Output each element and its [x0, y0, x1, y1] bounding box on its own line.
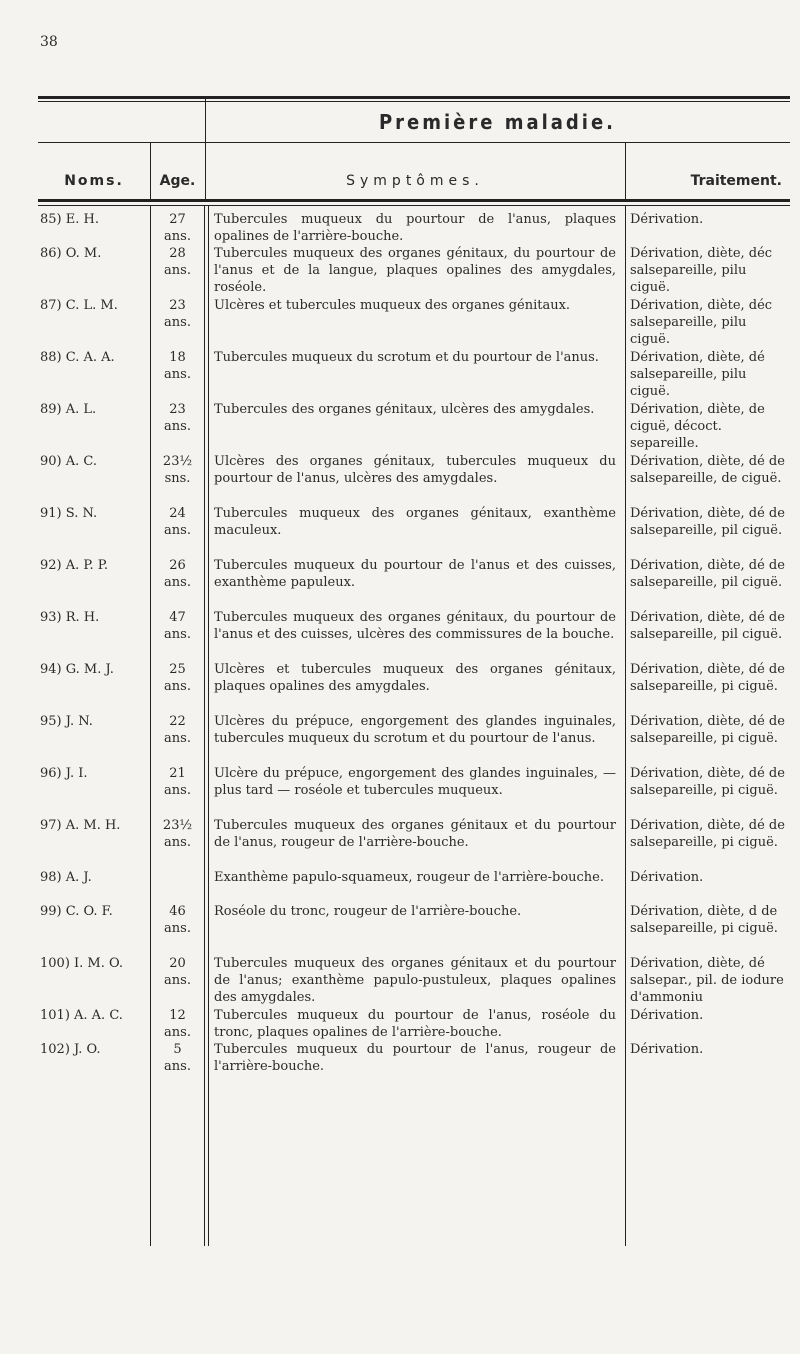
- treatment-cell: Dérivation, diète, déc salsepareille, pilu ciguë.: [630, 246, 773, 295]
- symptoms-cell: Tubercules muqueux du pourtour de l'anus, roséole du tronc, plaques opalines de l'arrière-bouche.: [214, 1008, 616, 1040]
- symptoms-cell: Tubercules muqueux du scrotum et du pourtour de l'anus.: [214, 350, 599, 365]
- symptoms-cell: Tubercules muqueux des organes génitaux, exanthème maculeux.: [214, 506, 616, 538]
- patient-age: [150, 297, 205, 331]
- age-unit: ans.: [164, 419, 191, 434]
- patient-name: 92) A. P. P.: [40, 558, 109, 573]
- age-unit: ans.: [164, 1025, 191, 1040]
- treatment-cell: Dérivation, diète, d de salsepareille, pi ciguë.: [630, 904, 778, 936]
- symptoms-cell: Ulcères et tubercules muqueux des organes génitaux.: [214, 298, 571, 313]
- age-unit: ans.: [164, 921, 191, 936]
- age-unit: ans.: [164, 315, 191, 330]
- header-noms: Noms.: [64, 173, 124, 189]
- treatment-cell: Dérivation.: [630, 1008, 704, 1023]
- patient-name: 90) A. C.: [40, 454, 98, 469]
- title-rule: [38, 142, 790, 143]
- patient-age: [150, 661, 205, 695]
- age-value: 23½: [162, 454, 193, 469]
- age-value: 47: [169, 610, 186, 625]
- treatment-cell: Dérivation, diète, dé salsepar., pil. de iodure d'ammoniu: [630, 956, 784, 1005]
- symptoms-cell: Ulcères des organes génitaux, tubercules muqueux du pourtour de l'anus, ulcères des amygdales.: [214, 454, 616, 486]
- symptoms-cell: Exanthème papulo-squameux, rougeur de l'arrière-bouche.: [214, 870, 604, 885]
- patient-name: 86) O. M.: [40, 246, 102, 261]
- divider-symptomes-traitement: [625, 206, 626, 1246]
- patient-name: 93) R. H.: [40, 610, 100, 625]
- patient-age: [150, 557, 205, 591]
- treatment-cell: Dérivation, diète, dé de salsepareille, pi ciguë.: [630, 818, 785, 850]
- age-unit: ans.: [164, 1059, 191, 1074]
- symptoms-cell: Tubercules des organes génitaux, ulcères des amygdales.: [214, 402, 595, 417]
- header-age: Age.: [159, 173, 196, 189]
- patient-age: [150, 817, 205, 851]
- treatment-cell: Dérivation, diète, dé de salsepareille, pil ciguë.: [630, 558, 785, 590]
- age-unit: ans.: [164, 367, 191, 382]
- age-value: 5: [173, 1042, 182, 1057]
- symptoms-cell: Tubercules muqueux du pourtour de l'anus, rougeur de l'arrière-bouche.: [214, 1042, 616, 1074]
- age-unit: ans.: [164, 835, 191, 850]
- symptoms-cell: Tubercules muqueux des organes génitaux, du pourtour de l'anus et de la langue, plaques opalines des amygdales, roséole.: [214, 246, 616, 295]
- age-unit: ans.: [164, 229, 191, 244]
- patient-age: [150, 955, 205, 989]
- symptoms-cell: Ulcères et tubercules muqueux des organes génitaux, plaques opalines des amygdales.: [214, 662, 616, 694]
- age-value: 20: [169, 956, 186, 971]
- symptoms-cell: Tubercules muqueux du pourtour de l'anus, plaques opalines de l'arrière-bouche.: [214, 212, 616, 244]
- patient-age: [150, 211, 205, 245]
- patient-name: 96) J. I.: [40, 766, 88, 781]
- age-unit: ans.: [164, 679, 191, 694]
- symptoms-cell: Tubercules muqueux des organes génitaux et du pourtour de l'anus, rougeur de l'arrière-bouche.: [214, 818, 616, 850]
- patient-name: 88) C. A. A.: [40, 350, 115, 365]
- age-unit: ans.: [164, 973, 191, 988]
- patient-name: 85) E. H.: [40, 212, 99, 227]
- patient-name: 87) C. L. M.: [40, 298, 118, 313]
- patient-age: [150, 453, 205, 487]
- patient-age: [150, 609, 205, 643]
- symptoms-cell: Tubercules muqueux des organes génitaux et du pourtour de l'anus; exanthème papulo-pustuleux, plaques opalines des amygdales.: [214, 956, 616, 1005]
- patient-name: 101) A. A. C.: [40, 1008, 123, 1023]
- divider-noms-age-header: [150, 142, 151, 199]
- age-value: 23: [169, 402, 186, 417]
- age-unit: ans.: [164, 627, 191, 642]
- age-unit: sns.: [164, 471, 191, 486]
- patient-age: [150, 713, 205, 747]
- treatment-cell: Dérivation, diète, dé de salsepareille, pi ciguë.: [630, 662, 785, 694]
- patient-age: [150, 765, 205, 799]
- patient-name: 89) A. L.: [40, 402, 97, 417]
- symptoms-cell: Ulcère du prépuce, engorgement des glandes inguinales, —plus tard — roséole et tubercules muqueux.: [214, 766, 616, 798]
- age-value: 26: [169, 558, 186, 573]
- age-value: 46: [169, 904, 186, 919]
- patient-age: [150, 1041, 205, 1075]
- age-unit: ans.: [164, 783, 191, 798]
- age-value: 22: [169, 714, 186, 729]
- age-value: 23½: [162, 818, 193, 833]
- patient-name: 94) G. M. J.: [40, 662, 114, 677]
- symptoms-cell: Ulcères du prépuce, engorgement des glandes inguinales, tubercules muqueux du scrotum et du pourtour de l'anus.: [214, 714, 616, 746]
- age-unit: ans.: [164, 731, 191, 746]
- treatment-cell: Dérivation, diète, dé de salsepareille, pil ciguë.: [630, 506, 785, 538]
- patient-age: [150, 349, 205, 383]
- age-value: 21: [169, 766, 186, 781]
- header-symptomes: Symptômes.: [346, 173, 484, 189]
- treatment-cell: Dérivation, diète, dé de salsepareille, de ciguë.: [630, 454, 785, 486]
- top-rule-thick: [38, 96, 790, 99]
- age-unit: ans.: [164, 263, 191, 278]
- treatment-cell: Dérivation, diète, dé de salsepareille, pi ciguë.: [630, 766, 785, 798]
- age-value: 12: [169, 1008, 186, 1023]
- patient-name: 95) J. N.: [40, 714, 93, 729]
- patient-age: [150, 245, 205, 279]
- patient-name: 99) C. O. F.: [40, 904, 113, 919]
- treatment-cell: Dérivation, diète, dé salsepareille, pilu ciguë.: [630, 350, 765, 399]
- page-number: 38: [40, 34, 58, 50]
- patient-age: [150, 505, 205, 539]
- table-title: Première maladie.: [378, 110, 616, 134]
- treatment-cell: Dérivation.: [630, 1042, 704, 1057]
- patient-name: 98) A. J.: [40, 870, 92, 885]
- treatment-cell: Dérivation, diète, de ciguë, décoct. separeille.: [630, 402, 765, 451]
- symptoms-cell: Roséole du tronc, rougeur de l'arrière-bouche.: [214, 904, 522, 919]
- patient-age: [150, 401, 205, 435]
- patient-age: [150, 903, 205, 937]
- age-unit: ans.: [164, 575, 191, 590]
- age-unit: ans.: [164, 523, 191, 538]
- age-value: 18: [169, 350, 186, 365]
- header-rule-thick: [38, 199, 790, 202]
- treatment-cell: Dérivation, diète, dé de salsepareille, pi ciguë.: [630, 714, 785, 746]
- age-value: 23: [169, 298, 186, 313]
- age-value: 25: [169, 662, 186, 677]
- symptoms-cell: Tubercules muqueux du pourtour de l'anus et des cuisses, exanthème papuleux.: [214, 558, 616, 590]
- patient-age: [150, 1007, 205, 1041]
- divider-symptomes-traitement-header: [625, 142, 626, 199]
- age-value: 27: [169, 212, 186, 227]
- top-rule-thin: [38, 101, 790, 102]
- age-value: 28: [169, 246, 186, 261]
- treatment-cell: Dérivation, diète, dé de salsepareille, pil ciguë.: [630, 610, 785, 642]
- patient-name: 97) A. M. H.: [40, 818, 121, 833]
- patient-name: 91) S. N.: [40, 506, 98, 521]
- treatment-cell: Dérivation.: [630, 212, 704, 227]
- patient-name: 100) I. M. O.: [40, 956, 124, 971]
- treatment-cell: Dérivation.: [630, 870, 704, 885]
- header-traitement: Traitement.: [690, 173, 782, 189]
- symptoms-cell: Tubercules muqueux des organes génitaux, du pourtour de l'anus et des cuisses, ulcères des commissures de la bouche.: [214, 610, 616, 642]
- treatment-cell: Dérivation, diète, déc salsepareille, pilu ciguë.: [630, 298, 773, 347]
- patient-name: 102) J. O.: [40, 1042, 101, 1057]
- age-value: 24: [169, 506, 186, 521]
